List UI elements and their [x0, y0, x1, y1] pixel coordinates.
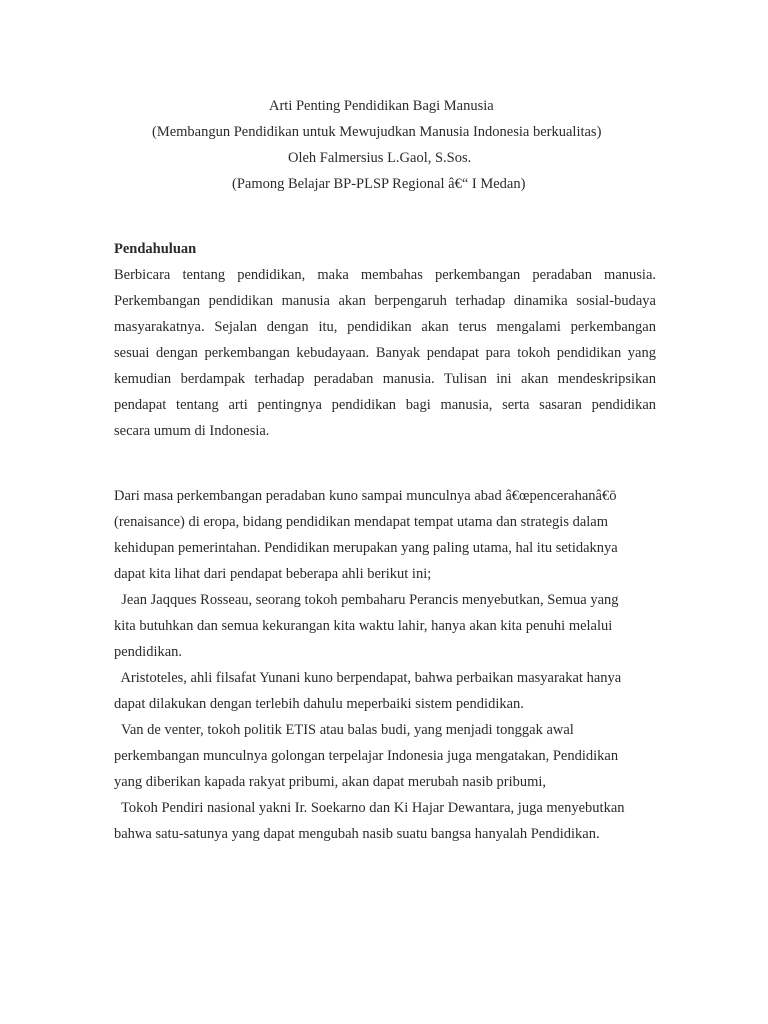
paragraph-line: Aristoteles, ahli filsafat Yunani kuno berpendapat, bahwa perbaikan masyarakat hanya: [114, 670, 622, 686]
paragraph-line: Berbicara tentang pendidikan, maka membahas perkembangan peradaban manusia.: [114, 267, 656, 283]
intro-section: [114, 236, 656, 444]
paragraph-line: Jean Jaqques Rosseau, seorang tokoh pembaharu Perancis menyebutkan, Semua yang: [114, 592, 619, 608]
document-author: Oleh Falmersius L.Gaol, S.Sos.: [288, 150, 472, 166]
paragraph-line: Van de venter, tokoh politik ETIS atau balas budi, yang menjadi tonggak awal: [114, 722, 574, 738]
paragraph-line: pendidikan.: [114, 644, 183, 660]
document-header: [0, 93, 768, 197]
paragraph-line: sesuai dengan perkembangan kebudayaan. Banyak pendapat para tokoh pendidikan yang: [114, 345, 656, 361]
paragraph-line: masyarakatnya. Sejalan dengan itu, pendidikan akan terus mengalami perkembangan: [114, 319, 656, 335]
paragraph-line: dapat kita lihat dari pendapat beberapa ahli berikut ini;: [114, 566, 432, 582]
paragraph-line: kehidupan pemerintahan. Pendidikan merupakan yang paling utama, hal itu setidaknya: [114, 540, 618, 556]
document-title: Arti Penting Pendidikan Bagi Manusia: [269, 98, 494, 114]
section-heading: Pendahuluan: [114, 241, 197, 257]
paragraph-line: Perkembangan pendidikan manusia akan berpengaruh terhadap dinamika sosial-budaya: [114, 293, 656, 309]
paragraph-line: kita butuhkan dan semua kekurangan kita waktu lahir, hanya akan kita penuhi melalui: [114, 618, 613, 634]
document-affiliation: (Pamong Belajar BP-PLSP Regional â€“ I Medan): [232, 176, 526, 192]
paragraph-line: perkembangan munculnya golongan terpelajar Indonesia juga mengatakan, Pendidikan: [114, 748, 619, 764]
paragraph-line: Dari masa perkembangan peradaban kuno sampai munculnya abad â€œpencerahanâ€ō: [114, 488, 617, 504]
paragraph-line: (renaisance) di eropa, bidang pendidikan mendapat tempat utama dan strategis dalam: [114, 514, 609, 530]
paragraph-line: bahwa satu-satunya yang dapat mengubah nasib suatu bangsa hanyalah Pendidikan.: [114, 826, 600, 842]
paragraph-line: kemudian berdampak terhadap peradaban manusia. Tulisan ini akan mendeskripsikan: [114, 371, 656, 387]
paragraph-line: pendapat tentang arti pentingnya pendidikan bagi manusia, serta sasaran pendidikan: [114, 397, 656, 413]
body-section: [114, 483, 656, 847]
document-subtitle: (Membangun Pendidikan untuk Mewujudkan Manusia Indonesia berkualitas): [152, 124, 602, 140]
paragraph-line: Tokoh Pendiri nasional yakni Ir. Soekarno dan Ki Hajar Dewantara, juga menyebutkan: [114, 800, 625, 816]
paragraph-line: secara umum di Indonesia.: [114, 423, 270, 439]
paragraph-line: yang diberikan kapada rakyat pribumi, akan dapat merubah nasib pribumi,: [114, 774, 547, 790]
paragraph-line: dapat dilakukan dengan terlebih dahulu meperbaiki sistem pendidikan.: [114, 696, 524, 712]
